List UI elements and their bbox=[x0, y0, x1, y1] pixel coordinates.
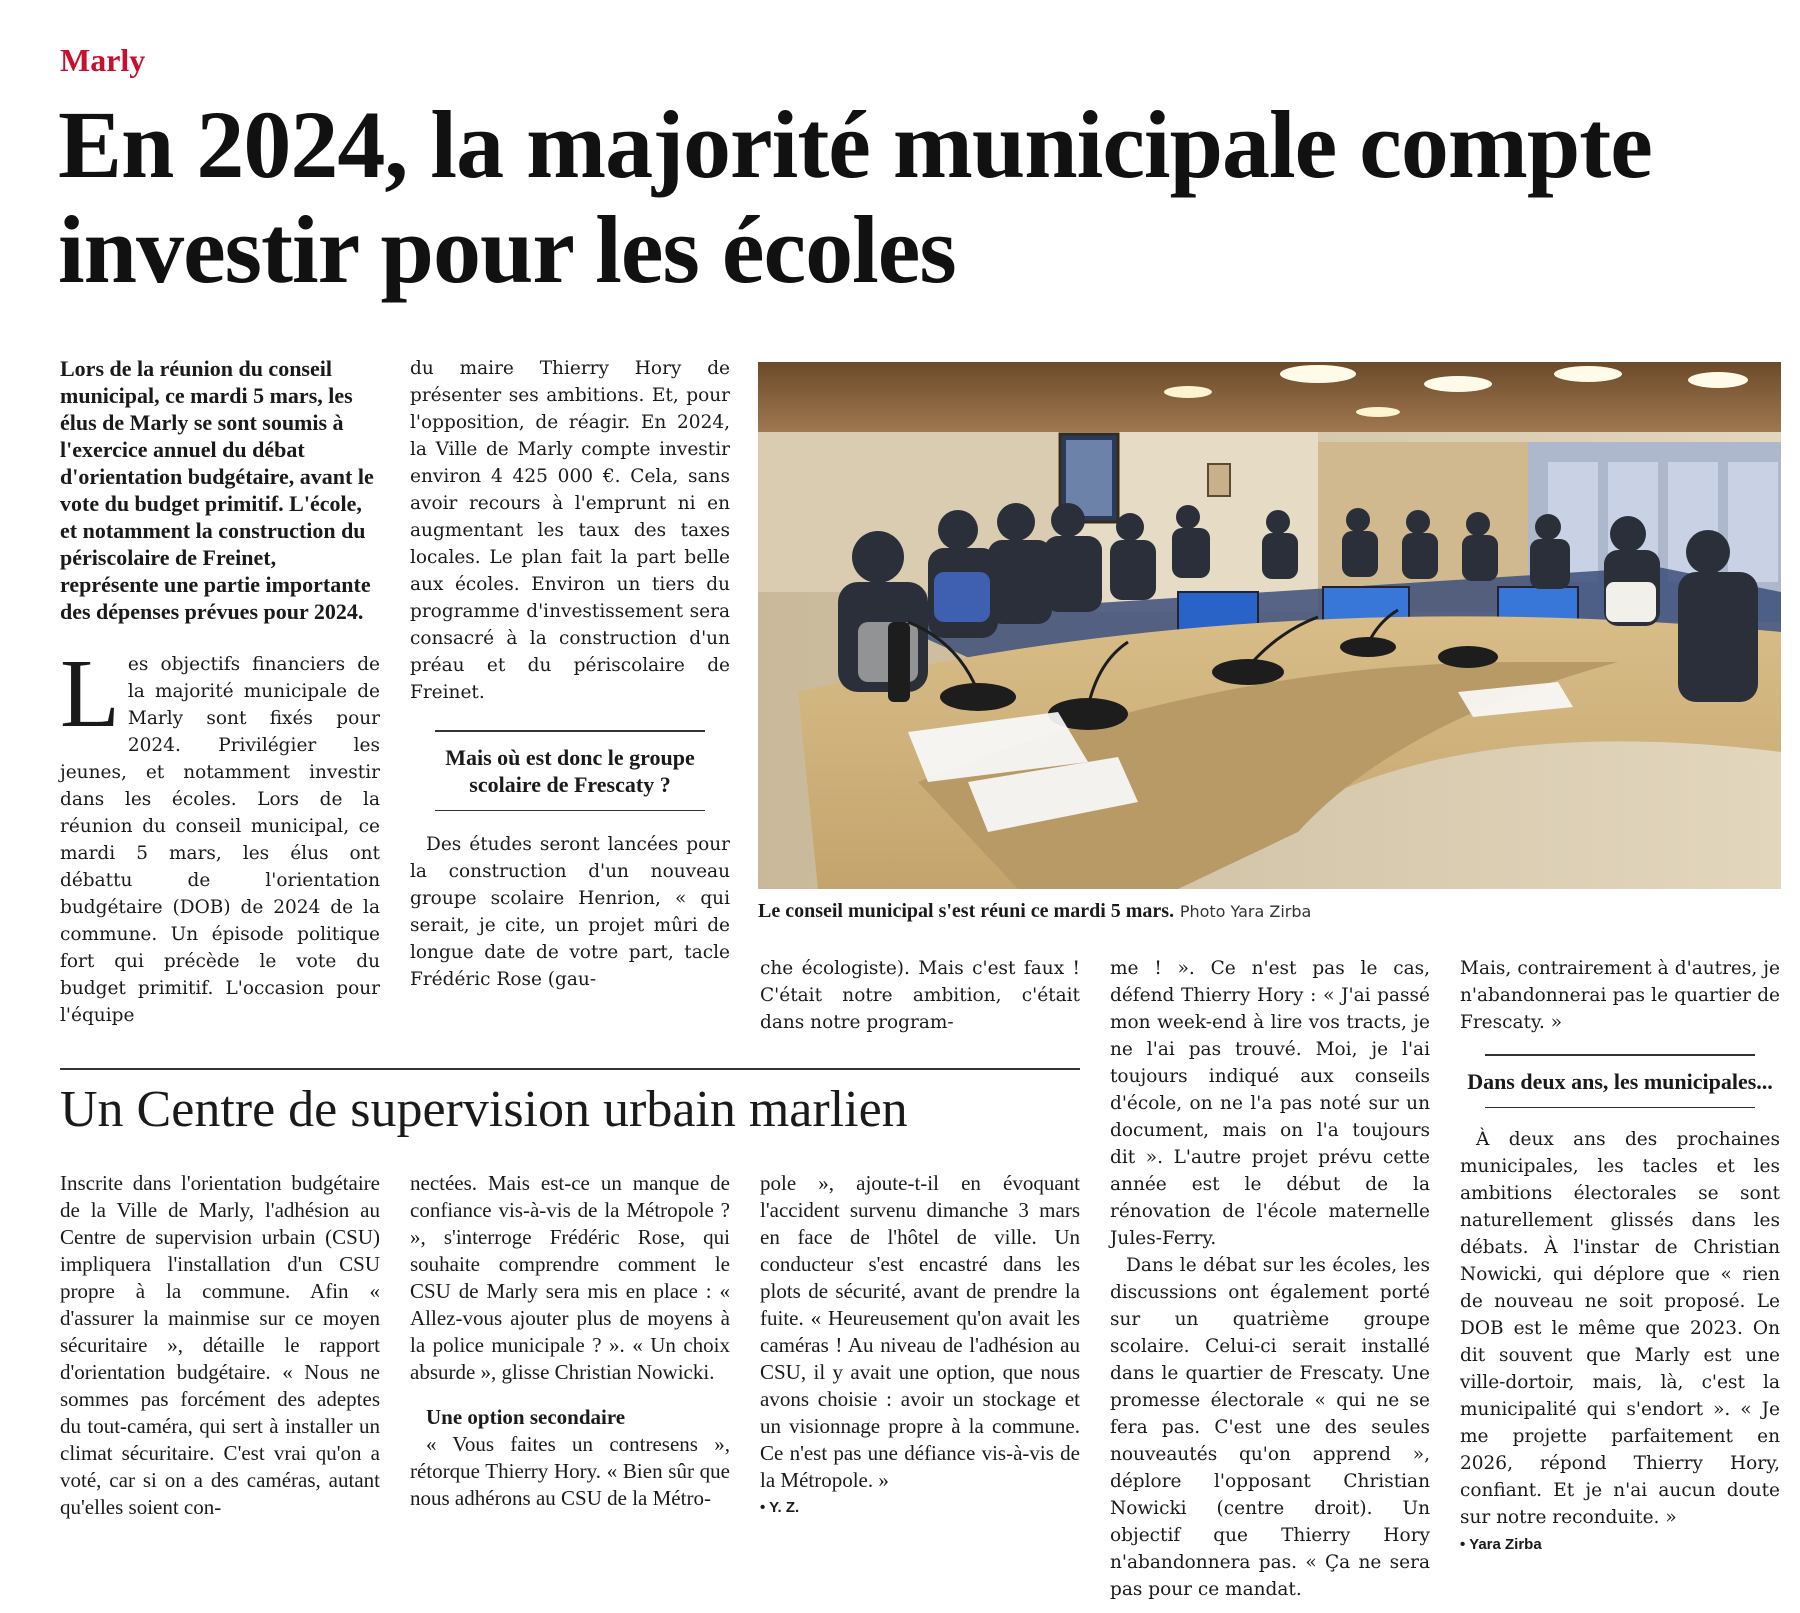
subhead2-rule-top bbox=[1485, 1054, 1755, 1056]
sidebar-column-3 bbox=[760, 1170, 1080, 1521]
main-column-2 bbox=[410, 355, 730, 993]
photo-credit: Photo Yara Zirba bbox=[1179, 902, 1312, 921]
sidebar-paragraph-1-continued: nectées. Mais est-ce un manque de confiance vis-à-vis de la Métropole ? », s'interroge Frédéric Rose, qui souhaite comprendre comment le CSU de Marly sera mis en place : « Allez-vous ajouter plus de moyens à la police municipale ? ». « Un choix absurde », glisse Christian Nowicki. bbox=[410, 1171, 730, 1384]
council-photo bbox=[758, 362, 1781, 889]
main-column-5 bbox=[1460, 955, 1780, 1558]
subhead-rule-bottom bbox=[435, 810, 705, 812]
subhead-municipales: Dans deux ans, les municipales... bbox=[1467, 1068, 1773, 1094]
main-paragraph-1: Les objectifs financiers de la majorité municipale de Marly sont fixés pour 2024. Privilégier les jeunes, et notamment investir dans les écoles. Lors de la réunion du conseil municipal, ce mardi 5 mars, les élus ont débattu de l'orientation budgétaire (DOB) de 2024 de la commune. Un épisode politique fort qui précède le vote du budget primitif. L'occasion pour l'équipe bbox=[60, 640, 380, 1026]
sidebar-subhead: Une option secondaire bbox=[426, 1405, 626, 1429]
main-paragraph-2-continued-2: me ! ». Ce n'est pas le cas, défend Thierry Hory : « J'ai passé mon week-end à lire vos tracts, je ne l'ai pas trouvé. Moi, je l'ai toujours indiqué aux conseils d'école, on ne l'a pas noté sur un document, mais on l'a toujours dit ». L'autre projet prévu cette année est le début de la rénovation de l'école maternelle Jules-Ferry. bbox=[1110, 958, 1430, 1249]
headline: En 2024, la majorité municipale compte investir pour les écoles bbox=[58, 91, 1652, 303]
main-signature: • Yara Zirba bbox=[1460, 1536, 1542, 1553]
photo-caption bbox=[758, 898, 1798, 925]
chapo: Lors de la réunion du conseil municipal, ce mardi 5 mars, les élus de Marly se sont soumis à l'exercice annuel du débat d'orientation budgétaire, avant le vote du budget primitif. L'école, et notamment la construction du périscolaire de Freinet, représente une partie importante des dépenses prévues pour 2024. bbox=[60, 356, 374, 624]
subhead-frescaty: Mais où est donc le groupe scolaire de Frescaty ? bbox=[445, 744, 695, 797]
sidebar-paragraph-2: « Vous faites un contresens », rétorque Thierry Hory. « Bien sûr que nous adhérons au CSU de la Métro- bbox=[410, 1432, 730, 1510]
subhead-rule-top bbox=[435, 730, 705, 732]
main-column-4 bbox=[1110, 955, 1430, 1603]
sidebar-title: Un Centre de supervision urbain marlien bbox=[60, 1081, 908, 1138]
subhead2-rule-bottom bbox=[1485, 1107, 1755, 1109]
caption-text: Le conseil municipal s'est réuni ce mardi 5 mars. bbox=[758, 900, 1175, 922]
main-paragraph-2: Des études seront lancées pour la construction d'un nouveau groupe scolaire Henrion, « qui serait, je cite, un projet mûri de longue date de votre part, tacle Frédéric Rose (gau- bbox=[410, 834, 730, 990]
main-paragraph-3: Dans le débat sur les écoles, les discussions ont également porté sur un quatrième groupe scolaire. Celui-ci serait installé dans le quartier de Frescaty. Une promesse électorale « qui ne se fera pas. C'est une des seules nouveautés qu'on apprend », déplore l'opposant Christian Nowicki (centre droit). Un objectif que Thierry Hory n'abandonnera pas. « Ça ne sera pas pour ce mandat. bbox=[1110, 1255, 1430, 1600]
main-column-3 bbox=[760, 955, 1080, 1036]
sidebar-column-2 bbox=[410, 1170, 730, 1512]
dropcap: L bbox=[60, 640, 120, 748]
sidebar-rule bbox=[60, 1068, 1080, 1070]
sidebar-paragraph-1: Inscrite dans l'orientation budgétaire de la Ville de Marly, l'adhésion au Centre de supervision urbain (CSU) impliquera l'installation d'un CSU propre à la commune. Afin « d'assurer la mainmise sur ce moyen sécuritaire », détaille le rapport d'orientation budgétaire. « Nous ne sommes pas forcément des adeptes du tout-caméra, qui sert à installer un climat sécuritaire. C'est vrai qu'on a voté, car si on a des caméras, autant qu'elles soient con- bbox=[60, 1171, 380, 1519]
main-paragraph-2-continued: che écologiste). Mais c'est faux ! C'était notre ambition, c'était dans notre program- bbox=[760, 958, 1080, 1033]
main-column-1 bbox=[60, 355, 380, 1029]
kicker: Marly bbox=[60, 42, 146, 78]
sidebar-column-1 bbox=[60, 1170, 380, 1521]
sidebar-signature: • Y. Z. bbox=[760, 1499, 800, 1516]
main-paragraph-1-continued: du maire Thierry Hory de présenter ses ambitions. Et, pour l'opposition, de réagir. En 2024, la Ville de Marly compte investir environ 4 425 000 €. Cela, sans avoir recours à l'emprunt ni en augmentant les taux des taxes locales. Le plan fait la part belle aux écoles. Environ un tiers du programme d'investissement sera consacré à la construction d'un préau et du périscolaire de Freinet. bbox=[410, 358, 730, 703]
sidebar-paragraph-2-continued: pole », ajoute-t-il en évoquant l'accident survenu dimanche 3 mars en face de l'hôtel de ville. Un conducteur s'est encastré dans les plots de sécurité, avant de prendre la fuite. « Heureusement qu'on avait les caméras ! Au niveau de l'adhésion au CSU, il y avait une option, que nous avons choisie : avoir un stockage et un visionnage propre à la commune. Ce n'est pas une défiance vis-à-vis de la Métropole. » bbox=[760, 1171, 1080, 1492]
main-paragraph-3-continued: Mais, contrairement à d'autres, je n'abandonnerai pas le quartier de Frescaty. » bbox=[1460, 958, 1780, 1033]
main-paragraph-4: À deux ans des prochaines municipales, les tacles et les ambitions électorales se sont naturellement glissés dans les débats. À l'instar de Christian Nowicki, qui déplore que « rien de nouveau ne soit proposé. Le DOB est le même que 2023. On dit souvent que Marly est une ville-dortoir, mais, là, c'est la municipalité qui s'endort ». « Je me projette parfaitement en 2026, répond Thierry Hory, confiant. Et je n'ai aucun doute sur notre reconduite. » bbox=[1460, 1129, 1780, 1528]
council-photo-illustration bbox=[758, 362, 1781, 889]
